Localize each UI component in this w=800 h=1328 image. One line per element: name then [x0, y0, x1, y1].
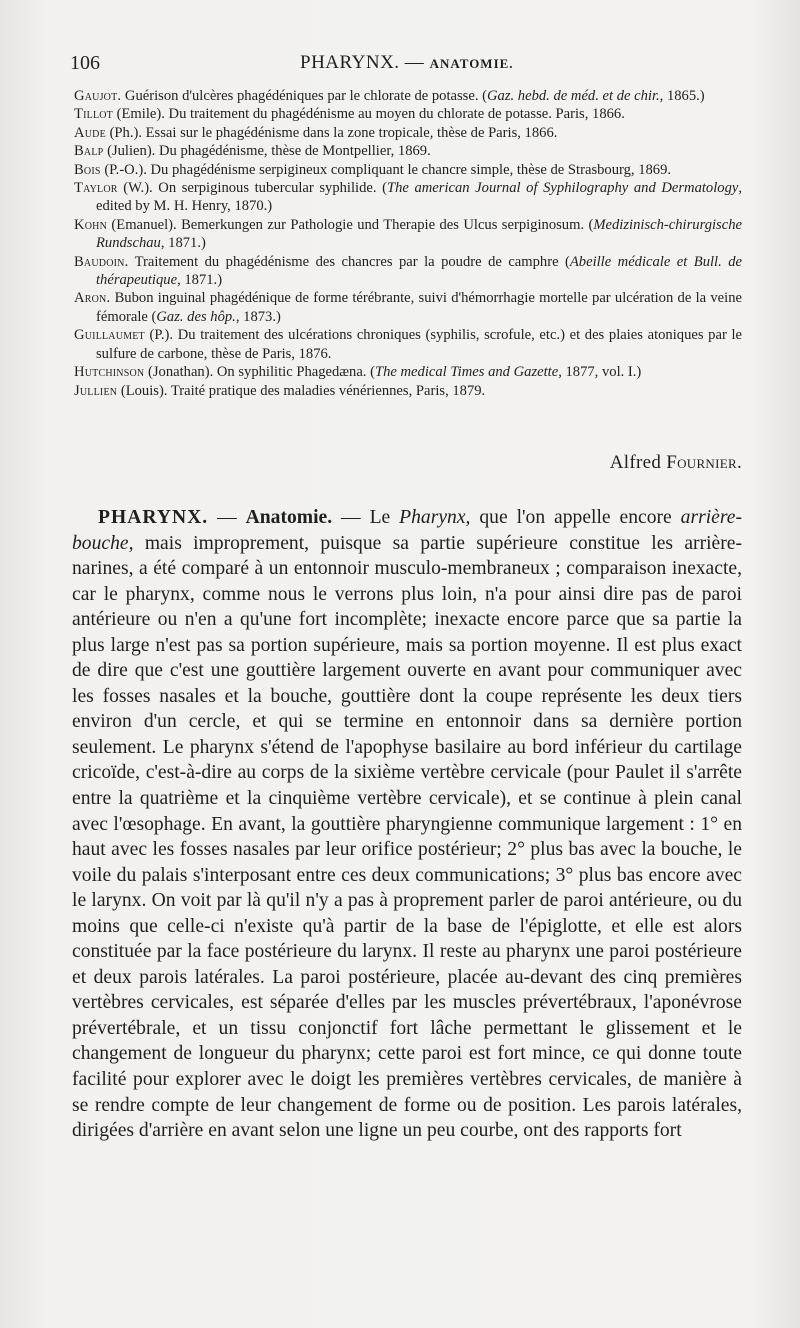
- bibliography: [74, 87, 742, 400]
- signature-first-name: Alfred: [609, 452, 662, 473]
- entry-tail: , edited by M. H. Henry, 1870.): [96, 180, 742, 215]
- article-subheading: Anatomie.: [245, 507, 333, 528]
- running-title-section: ANATOMIE.: [429, 56, 514, 71]
- entry-tail: , 1865.): [659, 88, 705, 104]
- entry-source-title: The medical Times and Gazette: [374, 364, 559, 381]
- subheading-dash: — Le: [332, 507, 400, 528]
- entry-text: Bubon inguinal phagédénique de forme térébrante, suivi d'hémorrhagie mortelle par ulcération de la veine fémorale (: [96, 290, 742, 325]
- entry-text: (Julien). Du phagédénisme, thèse de Montpellier, 1869.: [107, 143, 431, 160]
- bibliography-entry: [74, 326, 742, 363]
- bibliography-entry: [74, 382, 742, 400]
- entry-author: Baudoin.: [74, 253, 129, 270]
- entry-source-title: Abeille médicale et Bull. de thérapeutique: [96, 253, 742, 289]
- bibliography-entry: [74, 179, 742, 216]
- bibliography-entry: [74, 87, 742, 105]
- entry-author: Bois: [74, 161, 101, 178]
- running-title-main: PHARYNX. —: [300, 52, 425, 73]
- article-body: [72, 505, 742, 1144]
- entry-author: Guillaumet: [74, 327, 145, 344]
- entry-source-title: Gaz. des hôp.: [156, 308, 236, 325]
- entry-author: Taylor: [74, 180, 118, 197]
- term-arriere-bouche: arrière-bouche,: [72, 507, 742, 554]
- term-pharynx: Pharynx,: [399, 507, 471, 528]
- heading-dash: —: [208, 507, 246, 528]
- bibliography-entry: [74, 161, 742, 179]
- bibliography-entry: [74, 216, 742, 253]
- entry-author: Aude: [74, 124, 106, 141]
- entry-author: Aron.: [74, 290, 111, 307]
- bibliography-entry: [74, 105, 742, 123]
- signature-last-name: Fournier.: [666, 452, 742, 473]
- entry-tail: , 1871.): [160, 235, 206, 252]
- entry-author: Hutchinson: [74, 364, 145, 381]
- running-header: [70, 52, 742, 76]
- entry-text: Guérison d'ulcères phagédéniques par le chlorate de potasse. (: [124, 88, 487, 104]
- entry-author: Tillot: [74, 106, 113, 123]
- bibliography-entry: [74, 253, 742, 290]
- entry-author: Kohn: [74, 216, 108, 233]
- article-heading: PHARYNX.: [98, 507, 209, 528]
- entry-text: Traitement du phagédénisme des chancres par la poudre de camphre (: [134, 253, 570, 270]
- entry-author: Balp: [74, 143, 104, 160]
- entry-text: (P.-O.). Du phagédénisme serpigineux compliquant le chancre simple, thèse de Strasbourg, 1869.: [104, 161, 672, 178]
- entry-source-title: Medizinisch-chirurgische Rundschau: [96, 216, 742, 252]
- entry-text: (Louis). Traité pratique des maladies vénériennes, Paris, 1879.: [120, 382, 486, 399]
- article-text-intro: que l'on appelle encore: [470, 507, 681, 528]
- entry-tail: , 1871.): [177, 272, 223, 289]
- bibliography-entry: [74, 142, 742, 160]
- running-title: [300, 52, 514, 74]
- entry-text: (Emile). Du traitement du phagédénisme au moyen du chlorate de potasse. Paris, 1866.: [116, 106, 625, 123]
- article-text: mais improprement, puisque sa partie supérieure constitue les arrière-narines, a été comparé à un entonnoir musculo-membraneux ; comparaison inexacte, car le pharynx, comme nous le verrons plus loin, n'a pour ainsi dire pas de paroi antérieure ou n'en a qu'une fort incomplète; inexacte encore parce que sa partie la plus large n'est pas sa portion supérieure, mais sa portion moyenne. Il est plus exact de dire que c'est une gouttière largement ouverte en avant pour communiquer avec les fosses nasales et la bouche, gouttière dont la coupe représente les deux tiers environ d'un cercle, et qui se termine en entonnoir dans sa dernière portion seulement. Le pharynx s'étend de l'apophyse basilaire au bord inférieur du cartilage cricoïde, c'est-à-dire au corps de la sixième vertèbre cervicale (pour Paulet il s'arrête entre la quatrième et la cinquième vertèbre cervicale), et se continue à plein canal avec l'œsophage. En avant, la gouttière pharyngienne communique largement : 1° en haut avec les fosses nasales par leur orifice postérieur; 2° plus bas avec la bouche, le voile du palais s'interposant entre ces deux communications; 3° plus bas encore avec le larynx. On voit par là qu'il n'y a pas à proprement parler de paroi antérieure, ou du moins que celle-ci n'existe qu'à partir de la base de l'épiglotte, et elle est alors constituée par la face postérieure du larynx. Il reste au pharynx une paroi postérieure et deux parois latérales. La paroi postérieure, placée au-devant des cinq premières vertèbres cervicales, est séparée d'elles par les muscles prévertébraux, l'aponévrose prévertébrale, et un tissu conjonctif fort lâche permettant le glissement et le changement de longueur du pharynx; cette paroi est fort mince, ce qui donne toute facilité pour explorer avec le doigt les premières vertèbres cervicales, de manière à se rendre compte de leur changement de forme ou de position. Les parois latérales, dirigées d'arrière en avant selon une ligne un peu courbe, ont des rapports fort: [72, 532, 742, 1142]
- entry-text: (Jonathan). On syphilitic Phagedæna. (: [147, 364, 375, 381]
- entry-tail: , 1877, vol. I.): [558, 364, 642, 381]
- entry-text: (P.). Du traitement des ulcérations chroniques (syphilis, scrofule, etc.) et des plaies atoniques par le sulfure de carbone, thèse de Paris, 1876.: [96, 327, 743, 362]
- entry-tail: , 1873.): [235, 308, 281, 325]
- entry-source-title: The american Journal of Syphilography and Dermatology: [386, 180, 739, 197]
- bibliography-entry: [74, 124, 742, 142]
- entry-source-title: Gaz. hebd. de méd. et de chir.: [487, 88, 660, 104]
- bibliography-entry: [74, 289, 742, 326]
- entry-text: (Ph.). Essai sur le phagédénisme dans la zone tropicale, thèse de Paris, 1866.: [109, 124, 558, 141]
- entry-text: (Emanuel). Bemerkungen zur Pathologie und Therapie des Ulcus serpiginosum. (: [111, 216, 594, 233]
- bibliography-entry: [74, 363, 742, 381]
- entry-author: Gaujot.: [74, 88, 122, 104]
- page-number: 106: [70, 52, 100, 74]
- author-signature: [610, 452, 742, 474]
- entry-author: Jullien: [74, 382, 118, 399]
- article-paragraph: [72, 505, 742, 1144]
- entry-text: (W.). On serpiginous tubercular syphilide. (: [123, 180, 387, 197]
